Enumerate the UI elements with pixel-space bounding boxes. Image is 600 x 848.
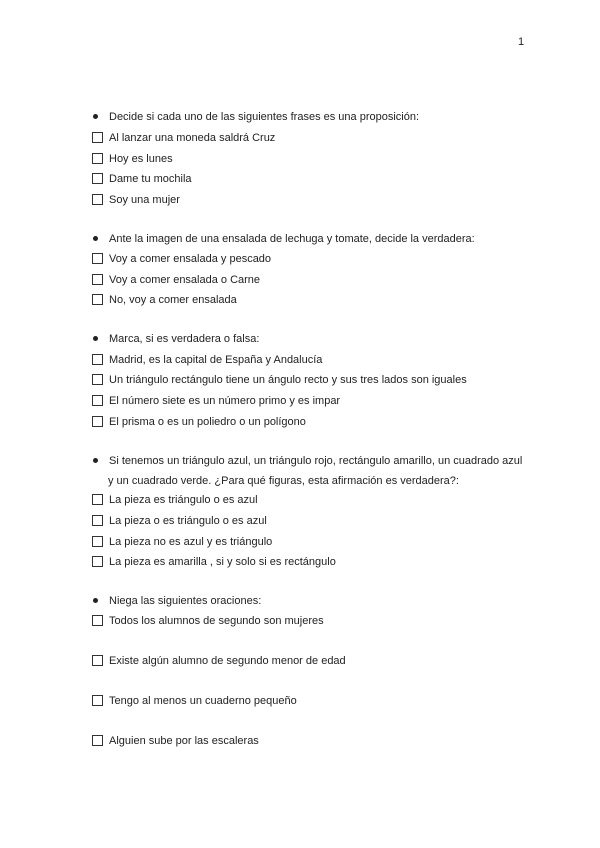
option-row[interactable] (92, 514, 267, 528)
checkbox[interactable] (92, 515, 103, 526)
option-row[interactable] (92, 654, 346, 668)
option-row[interactable] (92, 152, 173, 166)
option-label: Existe algún alumno de segundo menor de edad (109, 655, 346, 667)
option-row[interactable] (92, 394, 340, 408)
option-row[interactable] (92, 535, 272, 549)
option-label: Voy a comer ensalada o Carne (109, 274, 261, 286)
option-row[interactable] (92, 415, 306, 429)
question-text: Ante la imagen de una ensalada de lechuga y tomate, decide la verdadera: (109, 233, 475, 245)
checkbox[interactable] (92, 556, 103, 567)
option-label: Un triángulo rectángulo tiene un ángulo recto y sus tres lados son iguales (109, 374, 467, 386)
question-1 (92, 110, 419, 124)
question-2 (92, 232, 475, 246)
checkbox[interactable] (92, 655, 103, 666)
checkbox[interactable] (92, 395, 103, 406)
option-row[interactable] (92, 614, 324, 628)
option-label: La pieza o es triángulo o es azul (109, 515, 267, 527)
checkbox[interactable] (92, 374, 103, 385)
checkbox[interactable] (92, 615, 103, 626)
option-label: La pieza no es azul y es triángulo (109, 536, 273, 548)
option-row[interactable] (92, 193, 180, 207)
option-row[interactable] (92, 131, 275, 145)
option-row[interactable] (92, 493, 258, 507)
question-4 (92, 454, 522, 468)
question-text-continued: y un cuadrado verde. ¿Para qué figuras, esta afirmación es verdadera?: (108, 475, 459, 487)
option-label: Alguien sube por las escaleras (109, 735, 259, 747)
option-label: No, voy a comer ensalada (109, 294, 237, 306)
option-row[interactable] (92, 734, 259, 748)
option-label: La pieza es triángulo o es azul (109, 494, 258, 506)
checkbox[interactable] (92, 132, 103, 143)
option-label: El prisma o es un poliedro o un polígono (109, 416, 306, 428)
option-label: Tengo al menos un cuaderno pequeño (109, 695, 297, 707)
option-label: Dame tu mochila (109, 173, 192, 185)
option-row[interactable] (92, 353, 322, 367)
question-text: Niega las siguientes oraciones: (109, 595, 262, 607)
option-label: Soy una mujer (109, 194, 180, 206)
bullet-icon (93, 114, 98, 119)
bullet-icon (93, 458, 98, 463)
option-label: Hoy es lunes (109, 153, 173, 165)
checkbox[interactable] (92, 695, 103, 706)
option-row[interactable] (92, 172, 192, 186)
checkbox[interactable] (92, 416, 103, 427)
question-5 (92, 594, 261, 608)
option-row[interactable] (92, 293, 237, 307)
question-text: Decide si cada uno de las siguientes frases es una proposición: (109, 111, 420, 123)
bullet-icon (93, 598, 98, 603)
bullet-icon (93, 336, 98, 341)
option-row[interactable] (92, 694, 297, 708)
option-row[interactable] (92, 252, 271, 266)
option-label: Voy a comer ensalada y pescado (109, 253, 272, 265)
option-label: Al lanzar una moneda saldrá Cruz (109, 132, 276, 144)
checkbox[interactable] (92, 173, 103, 184)
option-label: Madrid, es la capital de España y Andalucía (109, 354, 323, 366)
question-text: Si tenemos un triángulo azul, un triángulo rojo, rectángulo amarillo, un cuadrado azul (109, 455, 523, 467)
checkbox[interactable] (92, 274, 103, 285)
checkbox[interactable] (92, 735, 103, 746)
checkbox[interactable] (92, 494, 103, 505)
question-text: Marca, si es verdadera o falsa: (109, 333, 260, 345)
option-row[interactable] (92, 555, 336, 569)
question-3 (92, 332, 259, 346)
checkbox[interactable] (92, 354, 103, 365)
option-label: La pieza es amarilla , si y solo si es rectángulo (109, 556, 336, 568)
option-label: El número siete es un número primo y es impar (109, 395, 341, 407)
checkbox[interactable] (92, 536, 103, 547)
checkbox[interactable] (92, 294, 103, 305)
option-label: Todos los alumnos de segundo son mujeres (109, 615, 324, 627)
bullet-icon (93, 236, 98, 241)
option-row[interactable] (92, 373, 467, 387)
checkbox[interactable] (92, 194, 103, 205)
checkbox[interactable] (92, 153, 103, 164)
page-number: 1 (518, 36, 525, 48)
checkbox[interactable] (92, 253, 103, 264)
option-row[interactable] (92, 273, 260, 287)
